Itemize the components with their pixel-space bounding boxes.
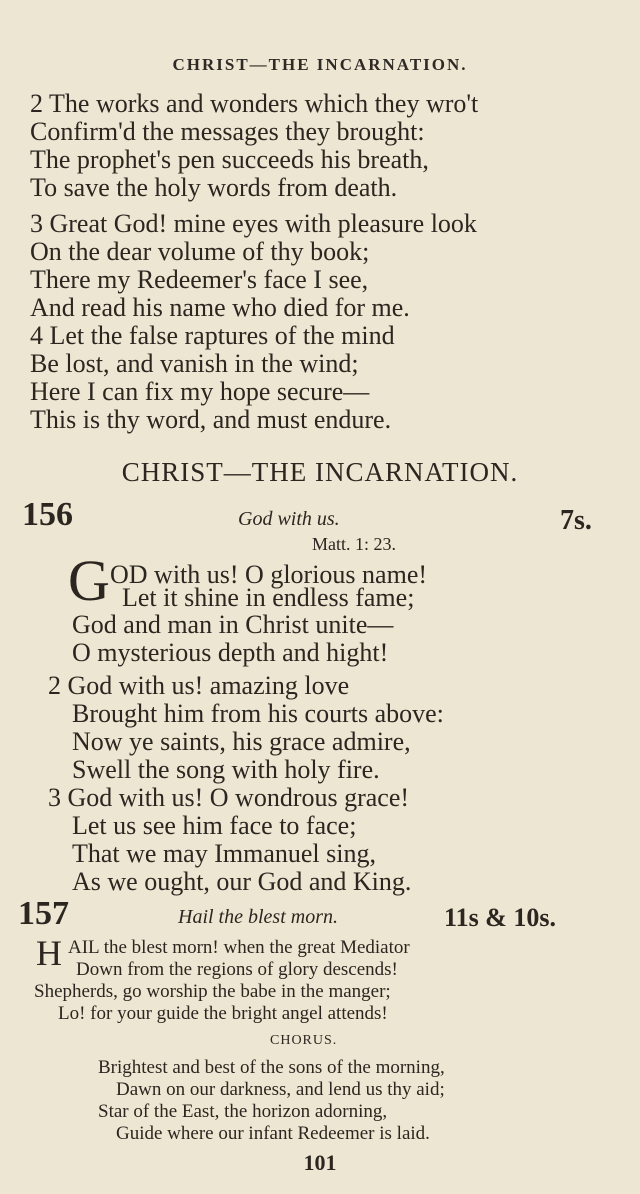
verse-line: 3 God with us! O wondrous grace! bbox=[48, 783, 410, 812]
chorus-line: Star of the East, the horizon adorning, bbox=[98, 1101, 388, 1122]
hymn-meter: 11s & 10s. bbox=[444, 903, 556, 932]
hymn-meter: 7s. bbox=[560, 505, 592, 536]
running-head: CHRIST—THE INCARNATION. bbox=[172, 55, 468, 74]
verse-line: 4 Let the false raptures of the mind bbox=[30, 321, 395, 350]
verse-line: God and man in Christ unite— bbox=[72, 610, 394, 639]
verse-line: And read his name who died for me. bbox=[30, 293, 410, 322]
verse-line: Confirm'd the messages they brought: bbox=[30, 117, 425, 146]
verse-line: There my Redeemer's face I see, bbox=[30, 265, 369, 294]
verse-line: Let it shine in endless fame; bbox=[122, 583, 415, 612]
verse-line: Down from the regions of glory descends! bbox=[76, 959, 398, 980]
scripture-reference: Matt. 1: 23. bbox=[312, 534, 396, 554]
verse-line: OD with us! O glorious name! bbox=[110, 560, 428, 589]
verse-line: Let us see him face to face; bbox=[72, 811, 357, 840]
verse-line: The prophet's pen succeeds his breath, bbox=[30, 145, 429, 174]
verse-line: This is thy word, and must endure. bbox=[30, 405, 392, 434]
verse-line: On the dear volume of thy book; bbox=[30, 237, 370, 266]
verse-line: That we may Immanuel sing, bbox=[72, 839, 376, 868]
drop-cap: G bbox=[68, 548, 110, 613]
page-number: 101 bbox=[303, 1150, 337, 1175]
chorus-line: Guide where our infant Redeemer is laid. bbox=[116, 1123, 430, 1144]
verse-line: Here I can fix my hope secure— bbox=[30, 377, 370, 406]
verse-line: Shepherds, go worship the babe in the manger; bbox=[34, 981, 391, 1002]
verse-line: Lo! for your guide the bright angel attends! bbox=[58, 1003, 388, 1024]
chorus-line: Brightest and best of the sons of the morning, bbox=[98, 1057, 445, 1078]
hymn-number: 156 bbox=[22, 496, 73, 533]
verse-line: 2 God with us! amazing love bbox=[48, 671, 350, 700]
hymn-subtitle: God with us. bbox=[238, 508, 340, 530]
hymn-subtitle: Hail the blest morn. bbox=[178, 906, 338, 928]
verse-line: Be lost, and vanish in the wind; bbox=[30, 349, 359, 378]
verse-line: Brought him from his courts above: bbox=[72, 699, 444, 728]
verse-line: 3 Great God! mine eyes with pleasure look bbox=[30, 209, 477, 238]
verse-line: AIL the blest morn! when the great Mediator bbox=[68, 937, 410, 958]
drop-cap: H bbox=[36, 933, 62, 973]
section-title: CHRIST—THE INCARNATION. bbox=[121, 457, 519, 487]
chorus-label: CHORUS. bbox=[270, 1033, 338, 1048]
chorus-line: Dawn on our darkness, and lend us thy aid; bbox=[116, 1079, 445, 1100]
verse-line: 2 The works and wonders which they wro't bbox=[30, 89, 479, 118]
verse-line: Now ye saints, his grace admire, bbox=[72, 727, 411, 756]
verse-line: Swell the song with holy fire. bbox=[72, 755, 380, 784]
verse-line: O mysterious depth and hight! bbox=[72, 638, 389, 667]
verse-line: As we ought, our God and King. bbox=[72, 867, 412, 896]
hymn-number: 157 bbox=[18, 895, 69, 932]
verse-line: To save the holy words from death. bbox=[30, 173, 398, 202]
